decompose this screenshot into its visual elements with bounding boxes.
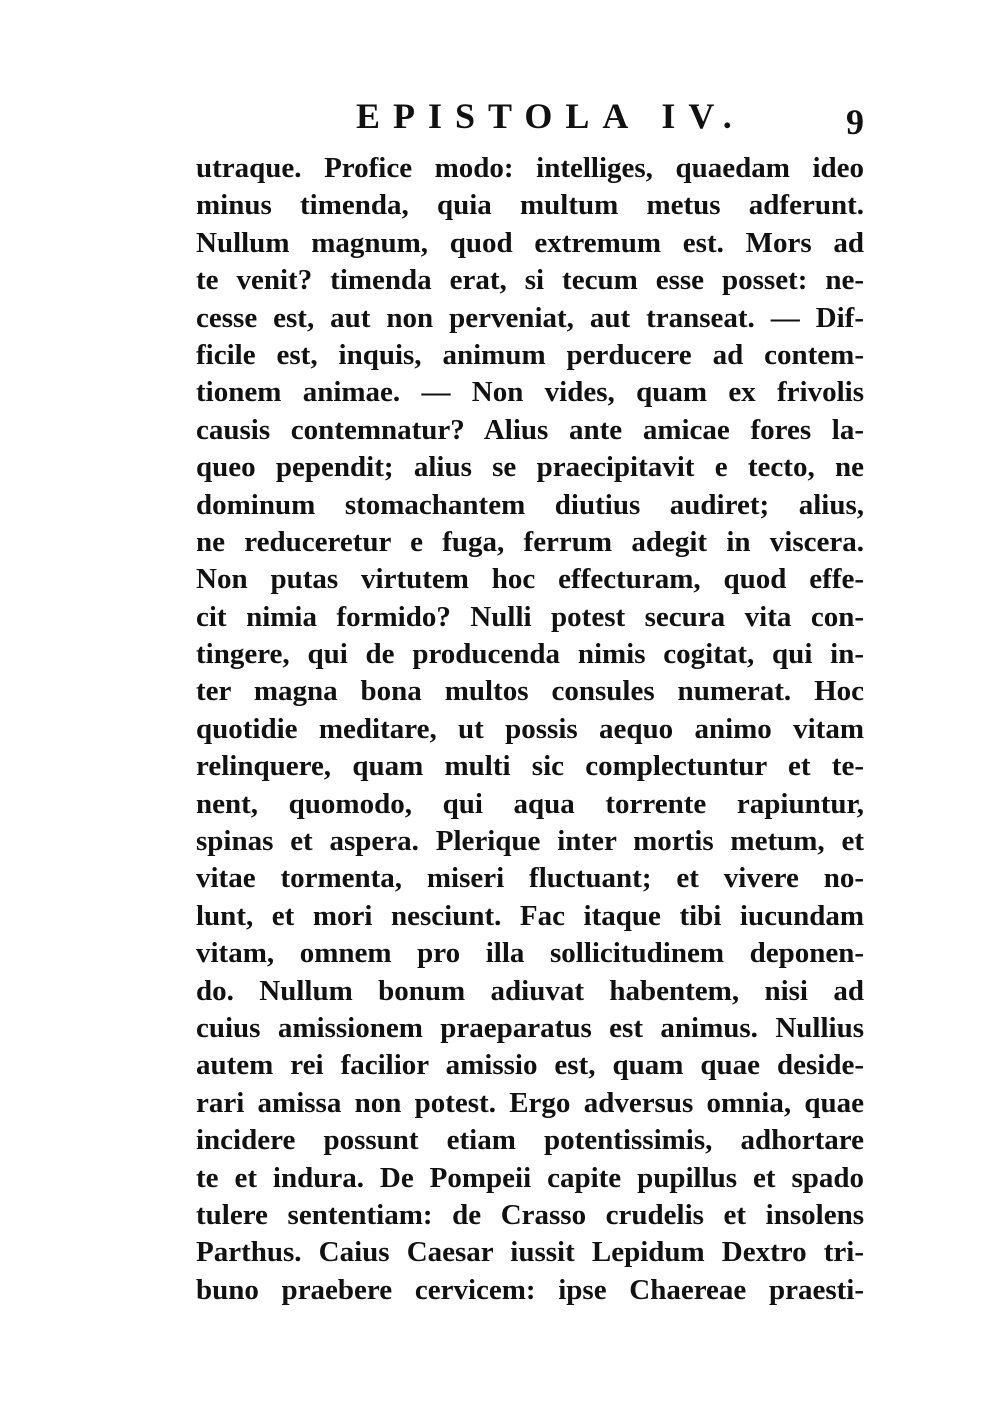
- text-line: vitae tormenta, miseri fluctuant; et vivere no-: [196, 862, 864, 895]
- text-line: spinas et aspera. Plerique inter mortis metum, et: [196, 825, 864, 858]
- page-header: [196, 92, 864, 140]
- text-line: minus timenda, quia multum metus adferunt.: [196, 189, 864, 222]
- body-text: [196, 150, 864, 1309]
- text-line: queo pependit; alius se praecipitavit e tecto, ne: [196, 451, 864, 484]
- text-line: cuius amissionem praeparatus est animus. Nullius: [196, 1011, 864, 1044]
- text-line: dominum stomachantem diutius audiret; alius,: [196, 488, 864, 521]
- text-line: ficile est, inquis, animum perducere ad contem-: [196, 338, 864, 371]
- page-number: 9: [846, 102, 864, 142]
- running-title: EPISTOLA IV.: [356, 96, 745, 136]
- text-line: Non putas virtutem hoc effecturam, quod effe-: [196, 563, 864, 596]
- text-line: ter magna bona multos consules numerat. Hoc: [196, 675, 864, 708]
- text-line: te et indura. De Pompeii capite pupillus et spado: [196, 1161, 864, 1194]
- text-line: autem rei facilior amissio est, quam quae deside-: [196, 1049, 864, 1082]
- text-line: vitam, omnem pro illa sollicitudinem deponen-: [196, 937, 864, 970]
- text-line: lunt, et mori nesciunt. Fac itaque tibi iucundam: [196, 899, 864, 932]
- text-line: relinquere, quam multi sic complectuntur et te-: [196, 750, 864, 783]
- text-line: Nullum magnum, quod extremum est. Mors ad: [196, 226, 864, 259]
- text-line: tulere sententiam: de Crasso crudelis et insolens: [196, 1198, 864, 1231]
- text-line: ne reduceretur e fuga, ferrum adegit in viscera.: [196, 525, 864, 558]
- text-line: cit nimia formido? Nulli potest secura vita con-: [196, 600, 864, 633]
- text-line: quotidie meditare, ut possis aequo animo vitam: [196, 712, 864, 745]
- text-line: cesse est, aut non perveniat, aut transeat. — Dif-: [196, 301, 864, 334]
- text-line: tionem animae. — Non vides, quam ex frivolis: [196, 376, 864, 409]
- text-line: tingere, qui de producenda nimis cogitat, qui in-: [196, 638, 864, 671]
- text-line: Parthus. Caius Caesar iussit Lepidum Dextro tri-: [196, 1236, 864, 1269]
- text-line: te venit? timenda erat, si tecum esse posset: ne-: [196, 264, 864, 297]
- text-line: do. Nullum bonum adiuvat habentem, nisi ad: [196, 974, 864, 1007]
- text-line: rari amissa non potest. Ergo adversus omnia, quae: [196, 1086, 864, 1119]
- text-line: causis contemnatur? Alius ante amicae fores la-: [196, 413, 864, 446]
- text-line: buno praebere cervicem: ipse Chaereae praesti-: [196, 1273, 864, 1306]
- text-line: incidere possunt etiam potentissimis, adhortare: [196, 1124, 864, 1157]
- text-line: utraque. Profice modo: intelliges, quaedam ideo: [196, 152, 864, 184]
- text-line: nent, quomodo, qui aqua torrente rapiuntur,: [196, 787, 864, 820]
